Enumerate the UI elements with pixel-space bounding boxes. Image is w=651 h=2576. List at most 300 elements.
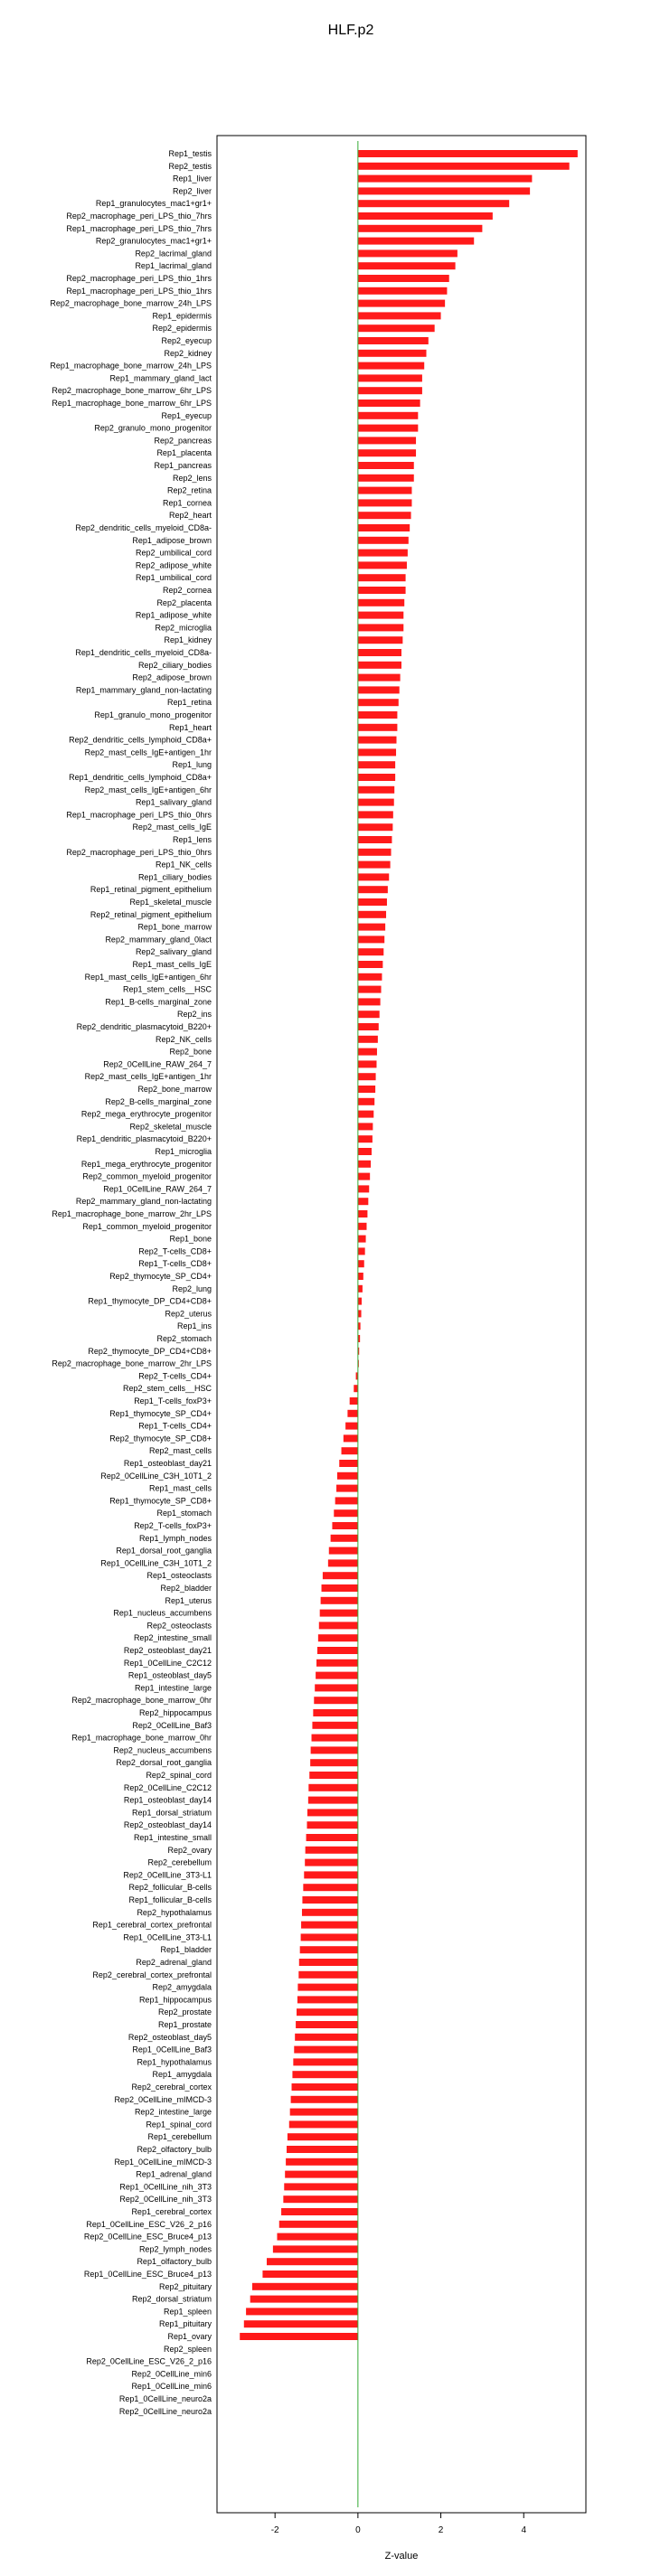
bar xyxy=(358,262,456,269)
bar xyxy=(358,1247,365,1255)
x-axis xyxy=(271,2513,527,2535)
category-label: Rep2_hypothalamus xyxy=(137,1907,212,1917)
category-label: Rep2_macrophage_peri_LPS_thio_0hrs xyxy=(66,847,212,857)
bar xyxy=(304,1871,358,1878)
category-label: Rep1_0CellLine_mIMCD-3 xyxy=(114,2157,212,2167)
category-label: Rep1_T-cells_CD8+ xyxy=(138,1259,212,1269)
category-label: Rep2_adrenal_gland xyxy=(136,1958,212,1967)
category-label: Rep2_dendritic_cells_lymphoid_CD8a+ xyxy=(69,735,212,745)
bar xyxy=(347,1410,357,1417)
bar xyxy=(281,2208,358,2215)
category-label: Rep2_mast_cells_IgE+antigen_1hr xyxy=(84,1072,212,1082)
category-label: Rep2_macrophage_bone_marrow_0hr xyxy=(71,1696,212,1706)
bar xyxy=(358,1123,373,1130)
category-label: Rep2_thymocyte_DP_CD4+CD8+ xyxy=(88,1346,212,1356)
category-label: Rep2_spinal_cord xyxy=(146,1771,212,1780)
category-label: Rep2_lacrimal_gland xyxy=(135,249,212,259)
bar xyxy=(358,425,418,432)
category-label: Rep2_cerebral_cortex xyxy=(131,2082,212,2092)
bar xyxy=(284,2183,358,2190)
category-label: Rep2_eyecup xyxy=(161,336,212,345)
category-label: Rep1_intestine_large xyxy=(134,1683,212,1693)
bar xyxy=(358,737,397,744)
category-label: Rep2_cornea xyxy=(162,586,212,595)
category-label: Rep2_salivary_gland xyxy=(135,947,212,957)
bars-layer xyxy=(240,150,578,2340)
category-label: Rep1_stomach xyxy=(156,1509,212,1518)
bar xyxy=(283,2195,358,2203)
bar xyxy=(358,1148,372,1155)
bar xyxy=(358,1236,366,1243)
x-tick-label: -2 xyxy=(270,2525,279,2535)
bar xyxy=(300,1946,358,1953)
category-label: Rep1_umbilical_cord xyxy=(135,573,212,583)
category-label: Rep1_hypothalamus xyxy=(137,2057,212,2067)
category-label: Rep1_prostate xyxy=(157,2020,212,2029)
bar xyxy=(358,1173,370,1180)
category-label: Rep1_mammary_gland_lact xyxy=(109,373,212,383)
category-label: Rep2_osteoblast_day21 xyxy=(123,1646,212,1655)
bar xyxy=(288,2133,358,2140)
bar xyxy=(297,2008,358,2016)
bar xyxy=(345,1423,358,1430)
category-label: Rep2_skeletal_muscle xyxy=(129,1122,212,1132)
category-label: Rep2_macrophage_bone_marrow_6hr_LPS xyxy=(52,386,212,396)
category-label: Rep1_0CellLine_C3H_10T1_2 xyxy=(100,1558,212,1568)
category-label: Rep1_amygdala xyxy=(152,2070,212,2080)
bar xyxy=(287,2146,358,2153)
bar xyxy=(358,1011,380,1018)
bar xyxy=(358,561,407,569)
category-label: Rep2_retinal_pigment_epithelium xyxy=(90,909,212,919)
bar xyxy=(358,748,396,756)
category-label: Rep1_pituitary xyxy=(158,2319,212,2329)
x-tick-label: 4 xyxy=(521,2525,527,2535)
bar xyxy=(358,275,449,282)
category-label: Rep1_ins xyxy=(176,1321,212,1331)
category-label: Rep1_macrophage_peri_LPS_thio_7hrs xyxy=(66,223,212,233)
bar xyxy=(358,462,414,469)
bar xyxy=(358,898,387,906)
category-label: Rep2_0CellLine_mIMCD-3 xyxy=(114,2094,212,2104)
bar xyxy=(358,1185,369,1192)
bar xyxy=(358,200,509,207)
bar xyxy=(358,1073,376,1080)
category-label: Rep2_cerebral_cortex_prefrontal xyxy=(92,1970,212,1979)
category-label: Rep2_intestine_large xyxy=(134,2107,212,2117)
category-label: Rep2_0CellLine_C3H_10T1_2 xyxy=(100,1471,212,1481)
bar xyxy=(358,499,412,506)
category-label: Rep2_granulocytes_mac1+gr1+ xyxy=(95,236,212,246)
category-label: Rep2_0CellLine_min6 xyxy=(131,2369,212,2379)
bar xyxy=(358,175,533,183)
bar xyxy=(358,337,429,344)
bar xyxy=(303,1884,358,1891)
category-label: Rep2_placenta xyxy=(156,597,212,607)
bar xyxy=(358,537,409,544)
bar xyxy=(358,212,493,220)
bar xyxy=(316,1659,358,1667)
bar xyxy=(328,1559,358,1566)
category-label: Rep2_dorsal_root_ganglia xyxy=(116,1758,212,1768)
category-label: Rep1_0CellLine_ESC_V26_2_p16 xyxy=(86,2219,212,2229)
category-label: Rep1_cerebral_cortex xyxy=(131,2207,212,2216)
bar xyxy=(358,1285,363,1293)
category-label: Rep1_adipose_brown xyxy=(132,535,212,545)
category-label: Rep2_0CellLine_ESC_V26_2_p16 xyxy=(86,2356,212,2366)
category-label: Rep1_macrophage_bone_marrow_0hr xyxy=(71,1733,212,1743)
bar xyxy=(358,1210,368,1217)
category-label: Rep2_lung xyxy=(172,1283,212,1293)
category-label: Rep1_cornea xyxy=(162,498,212,508)
bar xyxy=(292,2083,358,2091)
category-label: Rep1_0CellLine_nih_3T3 xyxy=(119,2182,212,2192)
category-label: Rep2_macrophage_peri_LPS_thio_1hrs xyxy=(66,274,212,283)
bar xyxy=(297,1984,357,1991)
bar xyxy=(358,1023,379,1030)
bar xyxy=(358,512,411,519)
bar xyxy=(358,437,416,444)
bar xyxy=(358,886,388,893)
bar xyxy=(323,1572,358,1579)
bar xyxy=(311,1746,358,1753)
bar xyxy=(337,1472,358,1480)
category-label: Rep1_placenta xyxy=(156,448,212,458)
bar xyxy=(267,2258,358,2265)
bar xyxy=(262,2270,357,2278)
bar xyxy=(289,2120,358,2128)
category-label: Rep1_spinal_cord xyxy=(146,2120,212,2129)
category-label: Rep2_granulo_mono_progenitor xyxy=(94,423,212,433)
bar xyxy=(358,362,424,370)
bar xyxy=(285,2171,358,2178)
category-label: Rep2_spleen xyxy=(163,2344,212,2354)
category-label: Rep1_0CellLine_3T3-L1 xyxy=(123,1932,212,1942)
bar xyxy=(358,699,399,706)
category-label: Rep1_retinal_pigment_epithelium xyxy=(90,885,212,895)
category-label: Rep2_thymocyte_SP_CD4+ xyxy=(109,1272,212,1281)
bar xyxy=(358,1086,375,1093)
bar xyxy=(319,1622,358,1629)
bar xyxy=(358,636,403,644)
category-label: Rep1_nucleus_accumbens xyxy=(113,1608,212,1618)
bar xyxy=(358,1298,362,1305)
category-label: Rep1_osteoblast_day21 xyxy=(123,1459,212,1468)
bar xyxy=(240,2333,358,2340)
bar xyxy=(358,1111,373,1118)
category-label: Rep1_macrophage_peri_LPS_thio_1hrs xyxy=(66,286,212,296)
bar xyxy=(358,662,401,669)
bar xyxy=(252,2283,358,2290)
bar xyxy=(329,1547,358,1555)
category-label: Rep1_osteoclasts xyxy=(146,1571,212,1581)
bar xyxy=(358,1036,378,1043)
category-label: Rep1_0CellLine_C2C12 xyxy=(123,1658,212,1668)
category-label: Rep2_intestine_small xyxy=(133,1633,212,1643)
bar xyxy=(305,1859,358,1866)
bar xyxy=(358,300,445,307)
category-label: Rep1_follicular_B-cells xyxy=(128,1895,212,1904)
bar xyxy=(299,1959,358,1966)
bar xyxy=(310,1759,358,1766)
category-label: Rep1_hippocampus xyxy=(138,1995,212,2005)
bar xyxy=(334,1509,358,1517)
category-label: Rep1_0CellLine_min6 xyxy=(131,2382,212,2392)
bar xyxy=(358,935,384,943)
category-label: Rep1_dendritic_cells_lymphoid_CD8a+ xyxy=(69,773,212,782)
category-label: Rep1_thymocyte_SP_CD8+ xyxy=(109,1496,212,1506)
category-label: Rep2_adipose_white xyxy=(135,560,212,570)
bar xyxy=(358,836,392,843)
category-label: Rep2_mast_cells_IgE+antigen_6hr xyxy=(84,785,212,794)
bar xyxy=(302,1896,357,1904)
bar xyxy=(358,998,381,1005)
bar xyxy=(358,599,404,606)
category-label: Rep2_ins xyxy=(176,1010,212,1020)
category-label: Rep2_dorsal_striatum xyxy=(131,2294,212,2304)
category-label: Rep2_ovary xyxy=(167,1845,212,1855)
bar xyxy=(358,412,418,419)
bar xyxy=(358,324,435,332)
bar xyxy=(315,1684,358,1691)
category-label: Rep1_bone xyxy=(169,1234,212,1244)
category-label: Rep1_0CellLine_neuro2a xyxy=(118,2394,212,2403)
category-label: Rep1_dorsal_root_ganglia xyxy=(116,1546,212,1556)
x-tick-label: 2 xyxy=(438,2525,444,2535)
chart-title: HLF.p2 xyxy=(327,23,374,38)
bar xyxy=(358,475,414,482)
category-label: Rep1_macrophage_bone_marrow_2hr_LPS xyxy=(52,1209,212,1218)
category-label: Rep1_olfactory_bulb xyxy=(137,2257,212,2267)
category-label: Rep1_dendritic_cells_myeloid_CD8a- xyxy=(75,648,212,657)
bar xyxy=(358,624,403,631)
bar xyxy=(358,238,474,245)
bar xyxy=(295,2034,358,2041)
category-label: Rep2_macrophage_bone_marrow_2hr_LPS xyxy=(52,1359,212,1368)
bar xyxy=(358,1048,377,1056)
bar xyxy=(358,1161,371,1168)
category-label: Rep2_stem_cells__HSC xyxy=(122,1384,212,1394)
category-label: Rep2_microglia xyxy=(155,623,212,633)
bar xyxy=(322,1584,358,1592)
category-label: Rep2_uterus xyxy=(165,1309,212,1319)
bar xyxy=(302,1909,358,1916)
category-label: Rep1_pancreas xyxy=(154,461,212,470)
category-label: Rep1_spleen xyxy=(163,2307,212,2317)
bar xyxy=(244,2320,358,2327)
bar xyxy=(358,1273,363,1280)
category-label: Rep2_common_myeloid_progenitor xyxy=(82,1171,212,1181)
category-label: Rep1_lacrimal_gland xyxy=(135,261,212,271)
bar xyxy=(316,1672,358,1679)
category-label: Rep1_salivary_gland xyxy=(135,797,212,807)
category-label: Rep2_T-cells_foxP3+ xyxy=(134,1521,212,1530)
category-label: Rep1_bladder xyxy=(160,1945,212,1955)
bar xyxy=(301,1933,358,1941)
category-label: Rep1_mast_cells_IgE xyxy=(132,960,212,969)
bar xyxy=(358,1060,377,1067)
bar xyxy=(301,1922,358,1929)
category-label: Rep2_0CellLine_Baf3 xyxy=(132,1720,212,1730)
bar xyxy=(358,574,406,581)
category-label: Rep1_dorsal_striatum xyxy=(131,1808,212,1818)
bar xyxy=(358,774,395,781)
category-label: Rep1_common_myeloid_progenitor xyxy=(82,1221,212,1231)
bar xyxy=(358,811,393,818)
category-label: Rep1_liver xyxy=(172,174,212,183)
category-label: Rep1_microglia xyxy=(155,1147,212,1156)
bar xyxy=(335,1497,358,1504)
bar xyxy=(358,287,448,295)
bar xyxy=(350,1397,358,1405)
bar xyxy=(358,1223,367,1230)
bar xyxy=(358,986,382,993)
category-label: Rep2_0CellLine_ESC_Bruce4_p13 xyxy=(83,2232,212,2242)
category-label: Rep1_0CellLine_Baf3 xyxy=(132,2045,212,2054)
bar xyxy=(358,724,398,731)
category-label: Rep2_liver xyxy=(172,186,212,196)
bar xyxy=(331,1535,358,1542)
category-label: Rep1_cerebral_cortex_prefrontal xyxy=(92,1920,212,1930)
bar xyxy=(358,1198,368,1205)
category-label: Rep2_epidermis xyxy=(152,324,212,334)
category-label: Rep1_T-cells_foxP3+ xyxy=(134,1396,212,1406)
bar xyxy=(358,612,403,619)
category-label: Rep1_B-cells_marginal_zone xyxy=(105,997,212,1007)
bar xyxy=(339,1460,358,1467)
category-label: Rep1_0CellLine_RAW_264_7 xyxy=(103,1184,212,1194)
bar xyxy=(358,249,458,257)
bar xyxy=(317,1647,358,1654)
bar xyxy=(358,587,406,594)
bar xyxy=(279,2221,358,2228)
bar xyxy=(306,1847,358,1854)
category-label: Rep2_0CellLine_neuro2a xyxy=(118,2406,212,2416)
category-label: Rep2_0CellLine_3T3-L1 xyxy=(123,1870,212,1880)
bar xyxy=(358,873,389,880)
bar xyxy=(358,849,392,856)
category-label: Rep2_osteoblast_day5 xyxy=(127,2032,212,2042)
category-label: Rep1_ovary xyxy=(167,2332,212,2341)
category-label: Rep2_mast_cells_IgE xyxy=(132,823,212,832)
category-label: Rep2_follicular_B-cells xyxy=(128,1883,212,1893)
bar xyxy=(342,1447,358,1454)
category-label: Rep1_thymocyte_SP_CD4+ xyxy=(109,1408,212,1418)
bar xyxy=(294,2046,358,2054)
bar xyxy=(358,487,412,494)
category-label: Rep2_macrophage_bone_marrow_24h_LPS xyxy=(50,298,212,308)
bar xyxy=(358,163,570,170)
bar xyxy=(312,1735,358,1742)
bar xyxy=(307,1809,358,1816)
category-label: Rep1_lung xyxy=(172,760,212,770)
bar xyxy=(358,1098,374,1105)
bar xyxy=(358,312,441,319)
bar xyxy=(318,1634,358,1641)
category-label: Rep1_lymph_nodes xyxy=(138,1533,212,1543)
category-label: Rep1_lens xyxy=(172,835,212,844)
category-label: Rep1_heart xyxy=(168,722,212,732)
bar xyxy=(298,1971,358,1979)
category-label: Rep2_T-cells_CD8+ xyxy=(138,1246,212,1256)
category-label: Rep1_eyecup xyxy=(161,410,212,420)
bar xyxy=(308,1797,358,1804)
category-label: Rep2_0CellLine_nih_3T3 xyxy=(119,2195,212,2205)
category-label: Rep2_lymph_nodes xyxy=(138,2244,212,2254)
bar xyxy=(313,1709,358,1716)
bar xyxy=(358,400,420,407)
category-label: Rep1_osteoblast_day5 xyxy=(127,1670,212,1680)
bar xyxy=(358,150,578,157)
bar xyxy=(358,387,422,394)
category-label: Rep1_stem_cells__HSC xyxy=(122,984,212,994)
category-label: Rep2_0CellLine_RAW_264_7 xyxy=(103,1059,212,1069)
category-label: Rep2_stomach xyxy=(156,1334,212,1343)
bar xyxy=(273,2245,358,2252)
bar xyxy=(358,861,391,869)
category-label: Rep2_osteoclasts xyxy=(146,1621,212,1631)
category-label: Rep2_testis xyxy=(168,161,212,171)
bar xyxy=(358,550,408,557)
x-tick-label: 0 xyxy=(355,2525,361,2535)
category-labels xyxy=(50,149,212,2416)
bar xyxy=(358,911,386,918)
category-label: Rep1_granulocytes_mac1+gr1+ xyxy=(95,199,212,209)
category-label: Rep1_dendritic_plasmacytoid_B220+ xyxy=(76,1134,212,1144)
bar xyxy=(358,350,427,357)
bar xyxy=(358,449,416,456)
category-label: Rep1_macrophage_bone_marrow_24h_LPS xyxy=(50,361,212,371)
bar xyxy=(246,2308,358,2315)
category-label: Rep2_prostate xyxy=(157,2007,212,2017)
bar xyxy=(314,1697,358,1704)
bar xyxy=(321,1597,358,1604)
bar xyxy=(358,524,410,531)
bar xyxy=(358,948,383,955)
category-label: Rep2_pituitary xyxy=(158,2281,212,2291)
category-label: Rep2_amygdala xyxy=(152,1982,212,1992)
category-label: Rep2_dendritic_plasmacytoid_B220+ xyxy=(76,1022,212,1031)
bar xyxy=(358,686,400,693)
category-label: Rep1_adipose_white xyxy=(135,610,212,620)
category-label: Rep2_T-cells_CD4+ xyxy=(138,1371,212,1381)
bar xyxy=(312,1722,357,1729)
category-label: Rep2_B-cells_marginal_zone xyxy=(105,1096,212,1106)
category-label: Rep2_0CellLine_C2C12 xyxy=(123,1782,212,1792)
category-label: Rep2_umbilical_cord xyxy=(135,548,212,558)
bar xyxy=(358,649,401,656)
category-label: Rep2_NK_cells xyxy=(155,1034,212,1044)
category-label: Rep2_pancreas xyxy=(154,436,212,446)
bar xyxy=(307,1834,358,1841)
bar xyxy=(293,2058,358,2065)
category-label: Rep1_cerebellum xyxy=(147,2132,212,2142)
category-label: Rep2_dendritic_cells_myeloid_CD8a- xyxy=(75,523,212,532)
bar xyxy=(358,761,395,768)
bar xyxy=(358,1260,364,1267)
category-label: Rep1_mega_erythrocyte_progenitor xyxy=(80,1159,212,1169)
bar xyxy=(290,2109,358,2116)
bar xyxy=(358,1135,373,1142)
category-label: Rep2_macrophage_peri_LPS_thio_7hrs xyxy=(66,212,212,221)
category-label: Rep1_macrophage_peri_LPS_thio_0hrs xyxy=(66,810,212,820)
bar xyxy=(250,2296,358,2303)
bar xyxy=(277,2233,357,2241)
category-label: Rep2_adipose_brown xyxy=(132,672,212,682)
category-label: Rep2_mega_erythrocyte_progenitor xyxy=(80,1109,212,1119)
category-label: Rep2_bladder xyxy=(160,1584,212,1593)
category-label: Rep2_mammary_gland_non-lactating xyxy=(75,1197,212,1207)
